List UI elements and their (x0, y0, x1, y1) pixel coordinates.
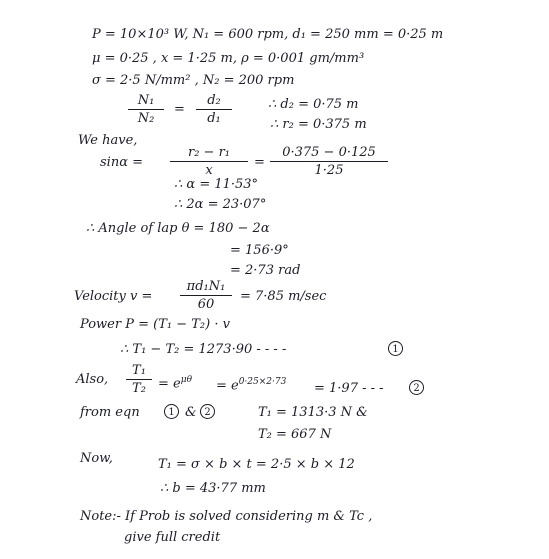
equation-1-ref: 1 (164, 404, 179, 419)
equation-2-marker: 2 (409, 380, 424, 395)
sin-alpha-value-fraction (270, 146, 388, 177)
exp-mu-theta (158, 376, 192, 390)
from-eqn-label: from eqn (80, 405, 140, 420)
r2-result: ∴ r₂ = 0·375 m (270, 117, 367, 132)
fraction-bar (128, 109, 164, 110)
tension-ratio-fraction (126, 364, 152, 395)
diameter-ratio-denominator: d₁ (207, 111, 221, 126)
velocity-fraction (180, 280, 232, 311)
exp-exponent: 0·25×2·73 (238, 377, 287, 387)
equation-1-marker: 1 (388, 341, 403, 356)
sin-alpha-value-denominator: 1·25 (314, 163, 344, 178)
d2-result: ∴ d₂ = 0·75 m (268, 97, 359, 112)
fraction-bar (126, 379, 152, 380)
diameter-ratio-fraction (196, 94, 232, 125)
exp-exponent: μθ (180, 375, 192, 385)
t1-formula: T₁ = σ × b × t = 2·5 × b × 12 (158, 457, 355, 472)
sin-alpha-fraction (170, 146, 248, 177)
equation-2-ref: 2 (200, 404, 215, 419)
given-line-3: σ = 2·5 N/mm² , N₂ = 200 rpm (92, 73, 295, 88)
equals-sign: = (174, 102, 185, 117)
angle-of-lap-line: ∴ Angle of lap θ = 180 − 2α (86, 221, 270, 236)
note-line-1: Note:- If Prob is solved considering m & Tc , (80, 509, 373, 524)
sin-alpha-label: sinα = (100, 155, 144, 170)
now-label: Now, (80, 451, 113, 466)
t2-value: T₂ = 667 N (258, 427, 332, 442)
velocity-value: = 7·85 m/sec (240, 289, 327, 304)
fraction-bar (196, 109, 232, 110)
given-line-1: P = 10×10³ W, N₁ = 600 rpm, d₁ = 250 mm = 0·25 m (92, 27, 444, 42)
angle-radians: = 2·73 rad (230, 263, 301, 278)
angle-degrees: = 156·9° (230, 243, 289, 258)
two-alpha-result: ∴ 2α = 23·07° (174, 197, 267, 212)
given-line-2: μ = 0·25 , x = 1·25 m, ρ = 0·001 gm/mm³ (92, 51, 365, 66)
exp-base: = e (216, 378, 239, 394)
fraction-bar (170, 161, 248, 162)
velocity-numerator: πd₁N₁ (186, 279, 226, 294)
and-symbol: & (185, 405, 197, 420)
we-have-label: We have, (78, 133, 138, 148)
note-line-2: give full credit (124, 530, 221, 545)
exp-base: = e (158, 376, 181, 392)
speed-ratio-fraction (128, 94, 164, 125)
exp-substituted (216, 378, 286, 392)
tension-ratio-numerator: T₁ (132, 363, 146, 378)
alpha-result: ∴ α = 11·53° (174, 177, 259, 192)
fraction-bar (270, 161, 388, 162)
also-label: Also, (76, 372, 109, 387)
power-equation: Power P = (T₁ − T₂) · v (80, 317, 230, 332)
sin-alpha-numerator: r₂ − r₁ (187, 145, 230, 160)
t1-value: T₁ = 1313·3 N & (258, 405, 368, 420)
speed-ratio-denominator: N₂ (137, 111, 155, 126)
b-result: ∴ b = 43·77 mm (160, 481, 266, 496)
sin-alpha-value-numerator: 0·375 − 0·125 (282, 145, 376, 160)
equals-sign: = (254, 155, 265, 170)
velocity-denominator: 60 (197, 297, 215, 312)
fraction-bar (180, 295, 232, 296)
velocity-label: Velocity v = (74, 289, 153, 304)
tension-ratio-denominator: T₂ (132, 381, 146, 396)
tension-difference: ∴ T₁ − T₂ = 1273·90 - - - - (120, 342, 287, 357)
diameter-ratio-numerator: d₂ (207, 93, 221, 108)
sin-alpha-denominator: x (205, 163, 213, 178)
tension-ratio-result: = 1·97 - - - (314, 381, 384, 396)
speed-ratio-numerator: N₁ (137, 93, 155, 108)
